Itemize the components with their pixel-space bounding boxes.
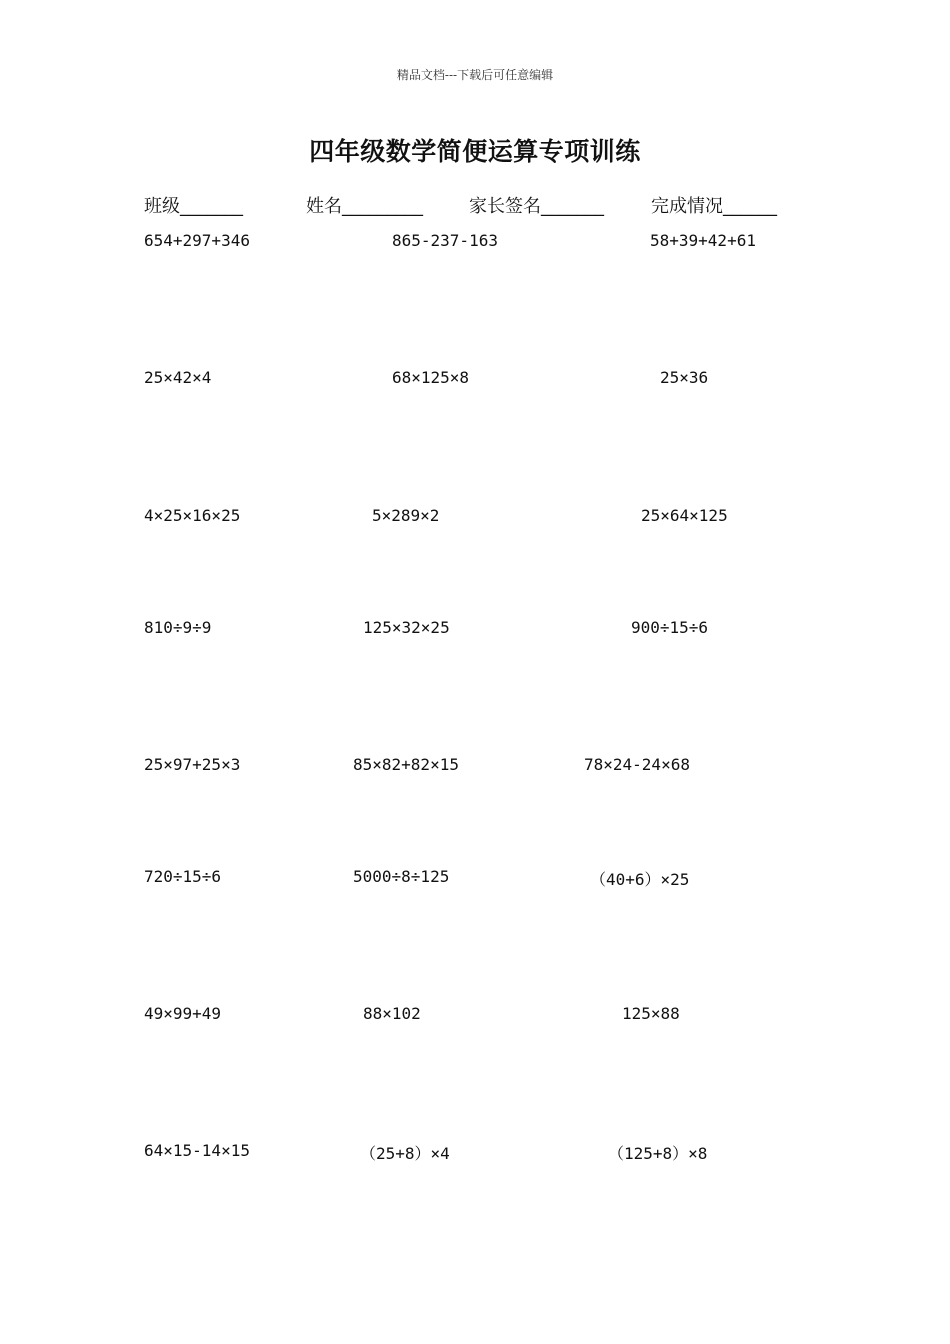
problem: 78×24-24×68 (584, 755, 690, 774)
completion-blank: ______ (723, 196, 777, 217)
header-note: 精品文档---下载后可任意编辑 (396, 68, 554, 82)
completion-label: 完成情况 (651, 196, 723, 217)
problem: 654+297+346 (144, 231, 250, 250)
page-title: 四年级数学简便运算专项训练 (309, 137, 641, 166)
name-field (306, 192, 423, 218)
problem: 125×32×25 (363, 618, 450, 637)
problem: 810÷9÷9 (144, 618, 212, 637)
problem: 900÷15÷6 (631, 618, 709, 637)
class-blank: _______ (180, 196, 243, 217)
problem: （25+8）×4 (360, 1144, 450, 1163)
problem: 25×64×125 (641, 506, 728, 525)
problem: 125×88 (622, 1004, 680, 1023)
problem: 25×36 (660, 368, 709, 387)
parent-signature-label: 家长签名 (469, 196, 541, 217)
completion-field (651, 192, 777, 218)
problem: 58+39+42+61 (650, 231, 756, 250)
problem: 5000÷8÷125 (353, 867, 450, 886)
problem: 865-237-163 (392, 231, 498, 250)
name-label: 姓名 (306, 196, 342, 217)
problem: 4×25×16×25 (144, 506, 241, 525)
problem: 88×102 (363, 1004, 421, 1023)
class-label: 班级 (144, 196, 180, 217)
parent-signature-field (469, 192, 604, 218)
problem: 68×125×8 (392, 368, 470, 387)
class-field (144, 192, 243, 218)
problem: 25×97+25×3 (144, 755, 241, 774)
problem: 25×42×4 (144, 368, 212, 387)
problem: 49×99+49 (144, 1004, 222, 1023)
problem: 85×82+82×15 (353, 755, 459, 774)
name-blank: _________ (342, 196, 423, 217)
problem: （40+6）×25 (590, 870, 690, 889)
parent-signature-blank: _______ (541, 196, 604, 217)
problem: （125+8）×8 (608, 1144, 708, 1163)
problem: 5×289×2 (372, 506, 440, 525)
problem: 720÷15÷6 (144, 867, 222, 886)
problem: 64×15-14×15 (144, 1141, 250, 1160)
